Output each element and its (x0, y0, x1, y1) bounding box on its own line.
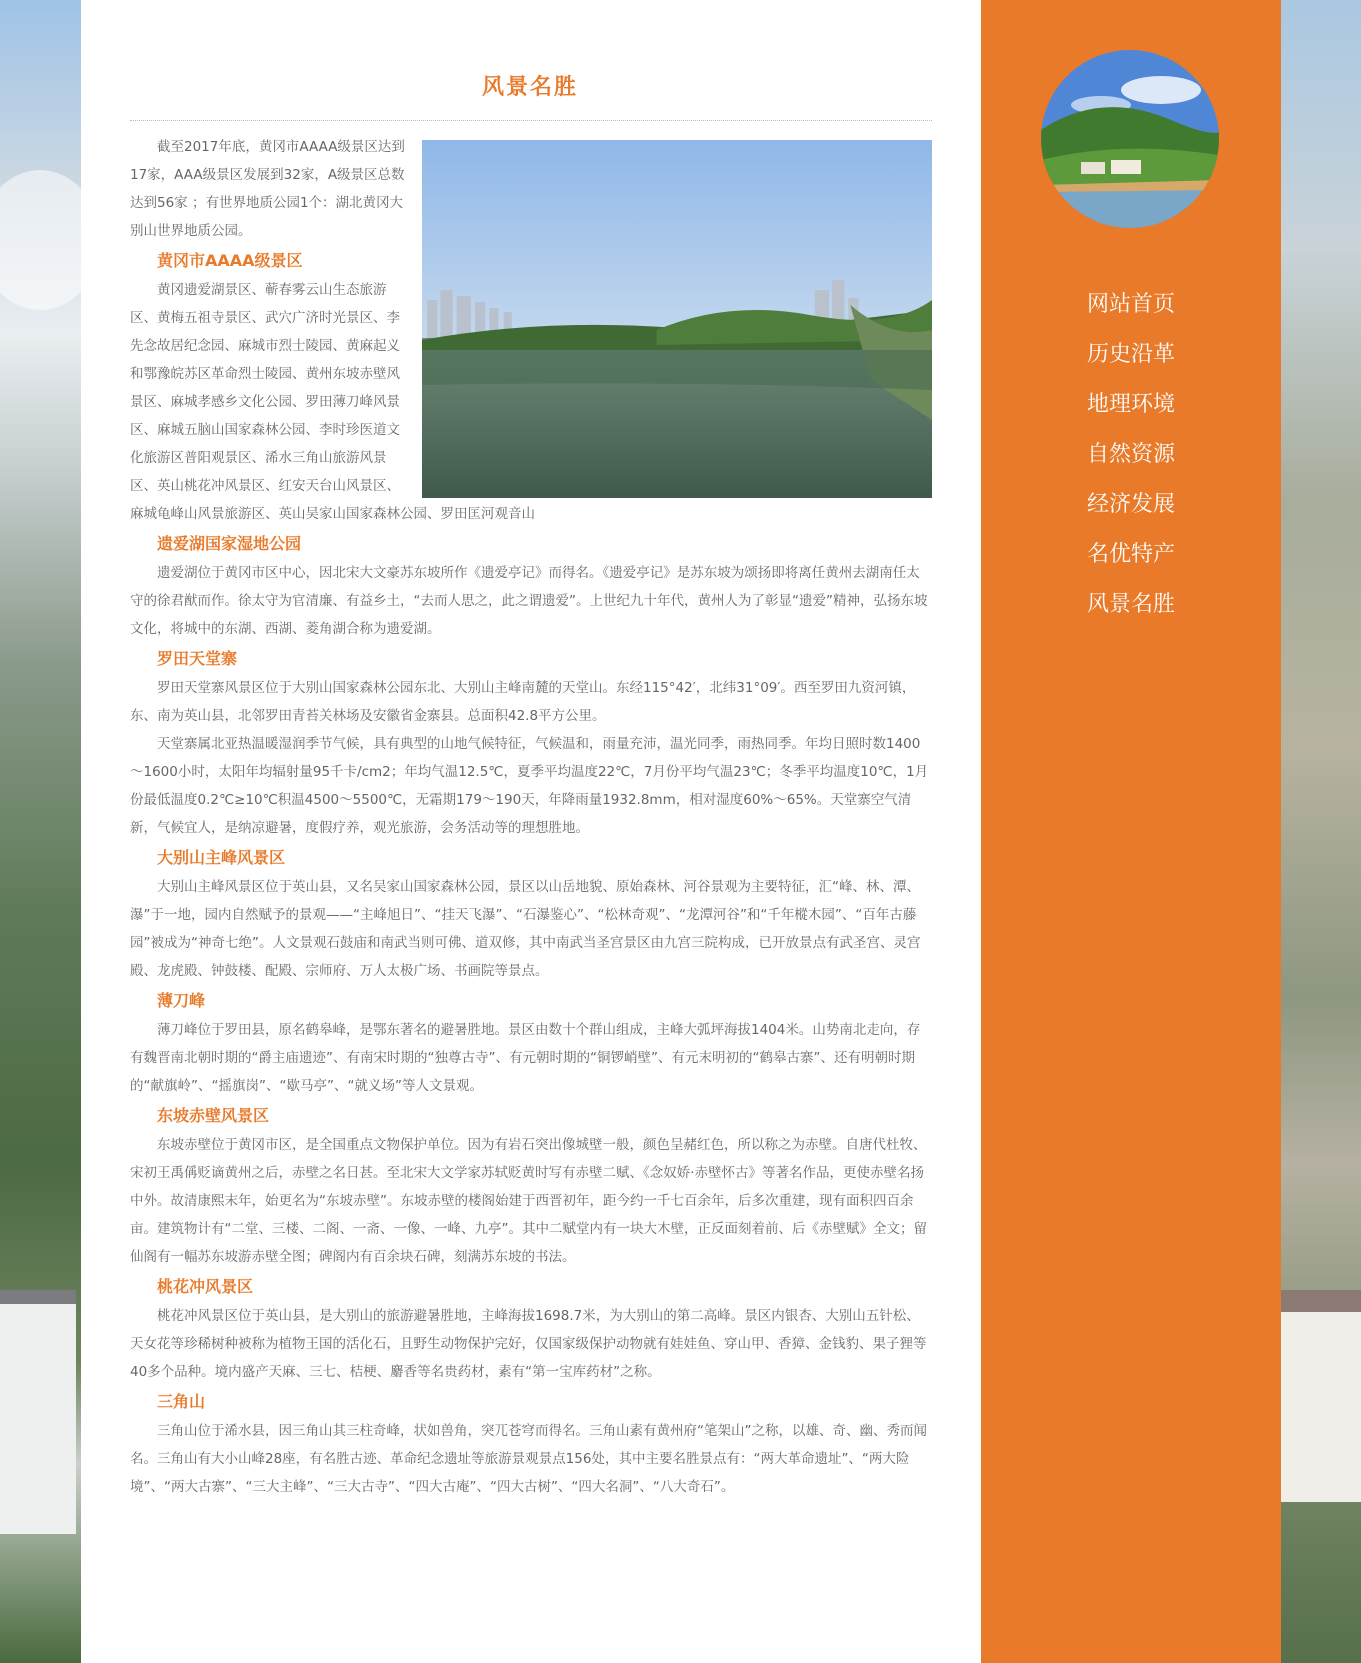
section-heading: 罗田天堂寨 (157, 649, 238, 668)
main-content (81, 0, 981, 1663)
section-paragraph: 桃花冲风景区位于英山县，是大别山的旅游避暑胜地，主峰海拔1698.7米，为大别山的第二高峰。景区内银杏、大别山五针松、天女花等珍稀树种被称为植物王国的活化石，且野生动物保护完好，仅国家级保护动物就有娃娃鱼、穿山甲、香獐、金钱豹、果子狸等40多个品种。境内盛产天麻、三七、桔梗、麝香等名贵药材，素有“第一宝库药材”之称。 (130, 1308, 927, 1380)
section-paragraph: 东坡赤壁位于黄冈市区，是全国重点文物保护单位。因为有岩石突出像城壁一般，颜色呈赭红色，所以称之为赤壁。自唐代杜牧、宋初王禹偁贬谪黄州之后，赤壁之名日甚。至北宋大文学家苏轼贬黄时写有赤壁二赋、《念奴娇·赤壁怀古》等著名作品，更使赤壁名扬中外。故清康熙末年，始更名为“东坡赤壁”。东坡赤壁的楼阁始建于西晋初年，距今约一千七百余年，后多次重建，现有面积四百余亩。建筑物计有“二堂、三楼、二阁、一斋、一像、一峰、九亭”。其中二赋堂内有一块大木壁，正反面刻着前、后《赤壁赋》全文；留仙阁有一幅苏东坡游赤壁全图；碑阁内有百余块石碑，刻满苏东坡的书法。 (130, 1137, 927, 1265)
nav-item-history[interactable]: 历史沿革 (1086, 342, 1175, 367)
section-heading: 黄冈市AAAA级景区 (157, 251, 303, 270)
section-heading: 遗爱湖国家湿地公园 (157, 534, 302, 553)
section-paragraph: 罗田天堂寨风景区位于大别山国家森林公园东北、大别山主峰南麓的天堂山。东经115°42′，北纬31°09′。西至罗田九资河镇，东、南为英山县，北邻罗田青苔关林场及安徽省金寨县。总面积42.8平方公里。 (130, 680, 916, 724)
background-landscape-right (1281, 0, 1361, 1663)
nav-item-resources[interactable]: 自然资源 (1086, 442, 1175, 467)
section-paragraph: 薄刀峰位于罗田县，原名鹤皋峰，是鄂东著名的避暑胜地。景区由数十个群山组成，主峰大弧坪海拔1404米。山势南北走向，存有魏晋南北朝时期的“爵主庙遗迹”、有南宋时期的“独尊古寺”、有元朝时期的“铜锣峭壁”、有元末明初的“鹤皋古寨”、还有明朝时期的“献旗岭”、“摇旗岗”、“歇马亭”、“就义场”等人文景观。 (130, 1022, 921, 1094)
section-heading: 东坡赤壁风景区 (157, 1106, 270, 1125)
fog-decoration (0, 170, 81, 310)
intro-paragraph: 截至2017年底，黄冈市AAAA级景区达到17家，AAA级景区发展到32家，A级景区总数达到56家 ；有世界地质公园1个：湖北黄冈大别山世界地质公园。 (130, 139, 405, 239)
scenery-thumbnail (1041, 50, 1219, 228)
section-paragraph: 三角山位于浠水县，因三角山其三柱奇峰，状如兽角，突兀苍穹而得名。三角山素有黄州府“笔架山”之称，以雄、奇、幽、秀而闻名。三角山有大小山峰28座，有名胜古迹、革命纪念遗址等旅游景观景点156处，其中主要名胜景点有：“两大革命遗址”、“两大险境”、“两大古寨”、“三大主峰”、“三大古寺”、“四大古庵”、“四大古树”、“四大名洞”、“八大奇石”。 (130, 1423, 927, 1495)
section-paragraph: 天堂寨属北亚热温暖湿润季节气候，具有典型的山地气候特征，气候温和，雨量充沛，温光同季，雨热同季。年均日照时数1400～1600小时，太阳年均辐射量95千卡/cm2；年均气温12.5℃，夏季平均温度22℃，7月份平均气温23℃；冬季平均温度10℃，1月份最低温度0.2℃≥10℃积温4500～5500℃，无霜期179～190天，年降雨量1932.8mm，相对湿度60%～65%。天堂寨空气清新，气候宜人，是纳凉避暑，度假疗养，观光旅游，会务活动等的理想胜地。 (130, 736, 929, 836)
nav-item-scenic-spots[interactable]: 风景名胜 (1086, 592, 1175, 617)
section-heading: 桃花冲风景区 (157, 1277, 254, 1296)
section-paragraph: 大别山主峰风景区位于英山县，又名吴家山国家森林公园，景区以山岳地貌、原始森林、河谷景观为主要特征，汇“峰、林、潭、瀑”于一地，园内自然赋予的景观——“主峰旭日”、“挂天飞瀑”、“石瀑鉴心”、“松林奇观”、“龙潭河谷”和“千年樅木园”、“百年古藤园”被成为“神奇七绝”。人文景观石鼓庙和南武当则可佛、道双修，其中南武当圣宫景区由九宫三院构成，已开放景点有武圣宫、灵宫殿、龙虎殿、钟鼓楼、配殿、宗师府、万人太极广场、书画院等景点。 (130, 879, 921, 979)
page-title: 风景名胜 (481, 74, 578, 100)
house-decoration (1281, 1290, 1361, 1502)
nav-item-economy[interactable]: 经济发展 (1086, 492, 1175, 517)
main-nav (981, 280, 1281, 630)
lake-photo (422, 140, 932, 498)
nav-item-specialties[interactable]: 名优特产 (1086, 542, 1175, 567)
section-heading: 薄刀峰 (157, 991, 206, 1010)
section-paragraph: 遗爱湖位于黄冈市区中心，因北宋大文豪苏东坡所作《遗爱亭记》而得名。《遗爱亭记》是苏东坡为颂扬即将离任黄州去湖南任太守的徐君猷而作。徐太守为官清廉、有益乡土，“去而人思之，此之谓遗爱”。上世纪九十年代，黄州人为了彰显“遗爱”精神，弘扬东坡文化，将城中的东湖、西湖、菱角湖合称为遗爱湖。 (130, 565, 928, 637)
title-divider (130, 120, 932, 121)
sidebar (981, 0, 1281, 1663)
section-heading: 三角山 (157, 1392, 206, 1411)
house-decoration (0, 1290, 76, 1534)
article-body (130, 133, 932, 1501)
section-heading: 大别山主峰风景区 (157, 848, 286, 867)
background-landscape-left (0, 0, 81, 1663)
section-paragraph: 黄冈遗爱湖景区、蕲春雾云山生态旅游区、黄梅五祖寺景区、武穴广济时光景区、李先念故居纪念园、麻城市烈士陵园、黄麻起义和鄂豫皖苏区革命烈士陵园、黄州东坡赤壁风景区、麻城孝感乡文化公园、罗田薄刀峰风景区、麻城五脑山国家森林公园、李时珍医道文化旅游区普阳观景区、浠水三角山旅游风景区、英山桃花冲风景区、红安天台山风景区、麻城龟峰山风景旅游区、英山吴家山国家森林公园、罗田匡河观音山 (130, 282, 535, 522)
avatar-scenery-image (1041, 50, 1219, 228)
nav-item-geography[interactable]: 地理环境 (1086, 392, 1175, 417)
nav-item-home[interactable]: 网站首页 (1086, 292, 1175, 317)
